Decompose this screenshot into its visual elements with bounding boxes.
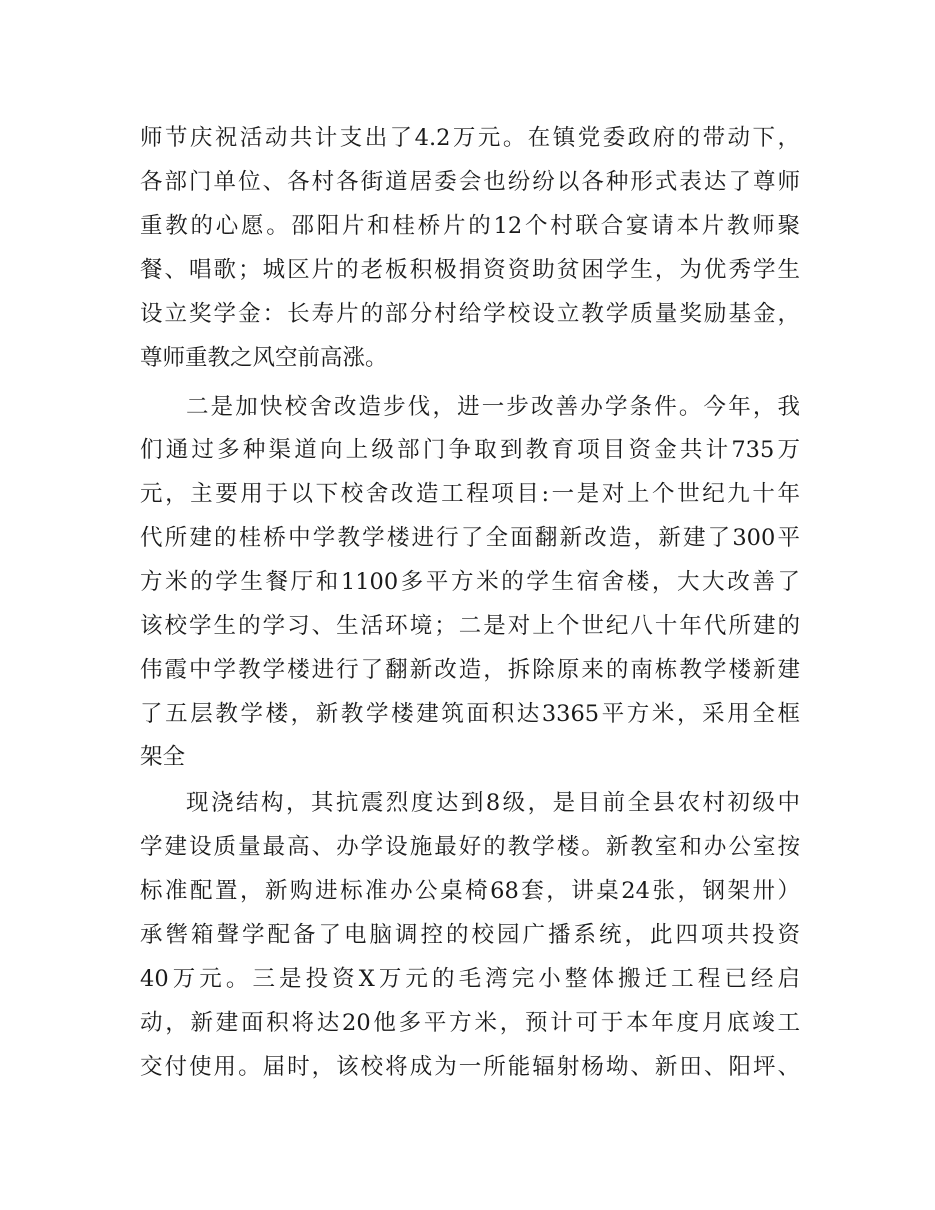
text-line: 重教的心愿。邵阳片和桂桥片的12个村联合宴请本片教师聚 <box>140 213 800 239</box>
text-line: 交付使用。届时，该校将成为一所能辐射杨坳、新田、阳坪、 <box>140 1054 800 1080</box>
paragraph-first-line: 二是加快校舍改造步伐，进一步改善办学条件。今年，我 <box>186 394 800 420</box>
text-line: 餐、唱歌；城区片的老板积极捐资资助贫困学生，为优秀学生 <box>140 257 800 283</box>
text-line: 们通过多种渠道向上级部门争取到教育项目资金共计735万 <box>140 437 800 463</box>
text-line: 元，主要用于以下校舍改造工程项目:一是对上个世纪九十年 <box>140 481 800 507</box>
text-line: 尊师重教之风空前高涨。 <box>140 345 388 371</box>
text-line: 了五层教学楼，新教学楼建筑面积达3365平方米，采用全框 <box>140 701 800 727</box>
paragraph-first-line: 现浇结构，其抗震烈度达到8级，是目前全县农村初级中 <box>186 790 800 816</box>
text-line: 设立奖学金：长寿片的部分村给学校设立教学质量奖励基金， <box>140 301 800 327</box>
text-line: 动，新建面积将达20他多平方米，预计可于本年度月底竣工 <box>140 1010 800 1036</box>
text-line: 伟霞中学教学楼进行了翻新改造，拆除原来的南栋教学楼新建 <box>140 657 800 683</box>
text-line: 40万元。三是投资X万元的毛湾完小整体搬迁工程已经启 <box>140 966 800 992</box>
text-line: 师节庆祝活动共计支出了4.2万元。在镇党委政府的带动下， <box>140 125 800 151</box>
text-line: 标准配置，新购进标准办公桌椅68套，讲桌24张，钢架卅） <box>140 878 800 904</box>
text-line: 各部门单位、各村各街道居委会也纷纷以各种形式表达了尊师 <box>140 169 800 195</box>
text-line: 架全 <box>140 744 186 770</box>
text-line: 该校学生的学习、生活环境；二是对上个世纪八十年代所建的 <box>140 613 800 639</box>
text-line: 代所建的桂桥中学教学楼进行了全面翻新改造，新建了300平 <box>140 525 800 551</box>
text-line: 方米的学生餐厅和1100多平方米的学生宿舍楼，大大改善了 <box>140 569 800 595</box>
text-line: 学建设质量最高、办学设施最好的教学楼。新教室和办公室按 <box>140 834 800 860</box>
text-line: 承辔箱聲学配备了电脑调控的校园广播系统，此四项共投资 <box>140 922 800 948</box>
